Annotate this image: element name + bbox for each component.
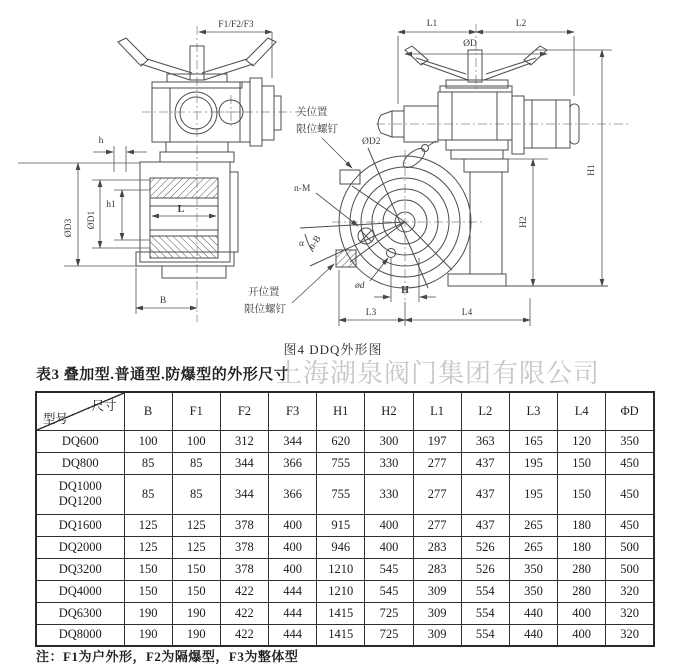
dim-value-cell: 150 [558, 452, 606, 474]
dim-label-nm: n-M [294, 184, 311, 194]
dim-value-cell: 400 [365, 536, 413, 558]
dim-value-cell: 526 [461, 536, 509, 558]
dim-value-cell: 190 [124, 602, 172, 624]
column-header: B [124, 392, 172, 430]
dim-value-cell: 545 [365, 558, 413, 580]
dim-value-cell: 1210 [317, 580, 365, 602]
dim-value-cell: 125 [124, 536, 172, 558]
dim-value-cell: 450 [606, 514, 654, 536]
table-row [36, 558, 654, 580]
dim-value-cell: 195 [509, 474, 557, 514]
dim-value-cell: 320 [606, 624, 654, 646]
dim-label-h1: h1 [106, 200, 116, 210]
dim-value-cell: 350 [509, 558, 557, 580]
dim-value-cell: 150 [558, 474, 606, 514]
column-header: F1 [172, 392, 220, 430]
dim-value-cell: 309 [413, 624, 461, 646]
dim-value-cell: 344 [220, 452, 268, 474]
dim-value-cell: 444 [269, 624, 317, 646]
model-cell: DQ800 [36, 452, 124, 474]
dim-value-cell: 85 [172, 452, 220, 474]
dim-value-cell: 350 [606, 430, 654, 452]
table-row [36, 514, 654, 536]
dim-value-cell: 100 [172, 430, 220, 452]
column-header: ΦD [606, 392, 654, 430]
column-header: F2 [220, 392, 268, 430]
dim-value-cell: 400 [558, 602, 606, 624]
column-header: H2 [365, 392, 413, 430]
table-row [36, 474, 654, 514]
dim-label-l1: L1 [426, 19, 438, 29]
model-cell: DQ2000 [36, 536, 124, 558]
model-cell: DQ6300 [36, 602, 124, 624]
dim-value-cell: 526 [461, 558, 509, 580]
dim-label-l: L [177, 204, 185, 215]
dim-label-alpha: α [299, 239, 304, 249]
dim-value-cell: 309 [413, 580, 461, 602]
column-header: L4 [558, 392, 606, 430]
close-limit-label-line2: 限位螺钉 [296, 124, 338, 135]
dim-value-cell: 437 [461, 474, 509, 514]
dim-value-cell: 500 [606, 558, 654, 580]
dim-value-cell: 1415 [317, 624, 365, 646]
left-view [18, 20, 300, 322]
column-header: F3 [269, 392, 317, 430]
dim-value-cell: 344 [269, 430, 317, 452]
dim-value-cell: 755 [317, 474, 365, 514]
model-cell: DQ4000 [36, 580, 124, 602]
dim-value-cell: 378 [220, 536, 268, 558]
table-row [36, 624, 654, 646]
dim-label-l2: L2 [515, 19, 527, 29]
column-header: L3 [509, 392, 557, 430]
column-header: L1 [413, 392, 461, 430]
dim-value-cell: 150 [172, 558, 220, 580]
dim-value-cell: 437 [461, 514, 509, 536]
open-limit-label-line1: 开位置 [248, 287, 280, 298]
dim-value-cell: 366 [269, 474, 317, 514]
dim-label-h1-right: H1 [587, 164, 597, 176]
dim-value-cell: 309 [413, 602, 461, 624]
dim-value-cell: 283 [413, 536, 461, 558]
right-centerlines [332, 24, 630, 302]
table-row [36, 452, 654, 474]
right-handwheel [405, 46, 547, 92]
dim-label-od: ød [355, 281, 365, 291]
dim-value-cell: 180 [558, 514, 606, 536]
dim-value-cell: 437 [461, 452, 509, 474]
dim-value-cell: 400 [269, 558, 317, 580]
dim-value-cell: 400 [269, 536, 317, 558]
dim-label-h: h [98, 136, 104, 146]
left-section-body [136, 142, 238, 278]
model-cell: DQ8000 [36, 624, 124, 646]
dim-value-cell: 725 [365, 624, 413, 646]
dim-value-cell: 150 [124, 580, 172, 602]
dim-value-cell: 1415 [317, 602, 365, 624]
right-view [244, 19, 630, 326]
dim-value-cell: 444 [269, 602, 317, 624]
dim-label-d2: ØD2 [362, 137, 381, 147]
dim-label-f: F1/F2/F3 [218, 20, 254, 30]
dim-value-cell: 190 [172, 624, 220, 646]
dim-value-cell: 125 [172, 536, 220, 558]
column-header: H1 [317, 392, 365, 430]
dim-value-cell: 545 [365, 580, 413, 602]
table-row [36, 602, 654, 624]
dim-value-cell: 265 [509, 514, 557, 536]
dim-value-cell: 400 [558, 624, 606, 646]
dim-label-h2: H2 [519, 216, 529, 228]
open-limit-label-line2: 限位螺钉 [244, 304, 286, 315]
left-dimensions [18, 32, 272, 314]
dim-value-cell: 444 [269, 580, 317, 602]
dim-value-cell: 320 [606, 602, 654, 624]
flange-circles [300, 148, 471, 288]
dim-value-cell: 85 [124, 452, 172, 474]
table-row [36, 536, 654, 558]
dim-label-b: B [159, 296, 167, 306]
dim-value-cell: 422 [220, 602, 268, 624]
dim-value-cell: 190 [124, 624, 172, 646]
dim-value-cell: 265 [509, 536, 557, 558]
dim-label-hh: H [401, 285, 409, 296]
dim-value-cell: 378 [220, 514, 268, 536]
dim-value-cell: 300 [365, 430, 413, 452]
dim-value-cell: 195 [509, 452, 557, 474]
dim-label-d1: ØD1 [87, 210, 97, 230]
dim-value-cell: 620 [317, 430, 365, 452]
dim-value-cell: 915 [317, 514, 365, 536]
dimensions-table [35, 391, 655, 647]
dim-value-cell: 277 [413, 474, 461, 514]
dim-value-cell: 125 [172, 514, 220, 536]
dim-value-cell: 280 [558, 580, 606, 602]
dim-value-cell: 277 [413, 452, 461, 474]
dim-value-cell: 197 [413, 430, 461, 452]
dim-value-cell: 283 [413, 558, 461, 580]
dim-value-cell: 280 [558, 558, 606, 580]
dim-value-cell: 85 [172, 474, 220, 514]
dim-label-l4: L4 [461, 308, 473, 318]
dimensions-table-wrapper [35, 391, 655, 647]
dim-value-cell: 363 [461, 430, 509, 452]
dim-value-cell: 277 [413, 514, 461, 536]
table-row [36, 430, 654, 452]
dim-value-cell: 125 [124, 514, 172, 536]
dim-label-d: ØD [463, 39, 477, 49]
dim-value-cell: 330 [365, 474, 413, 514]
model-line: DQ1000 [58, 479, 102, 493]
dim-value-cell: 190 [172, 602, 220, 624]
table-title: 表3 叠加型.普通型.防爆型的外形尺寸 [36, 367, 290, 383]
model-line: DQ1200 [58, 494, 102, 508]
header-row [36, 392, 654, 430]
dim-value-cell: 450 [606, 452, 654, 474]
dim-value-cell: 755 [317, 452, 365, 474]
dim-value-cell: 440 [509, 602, 557, 624]
close-limit-label-line1: 关位置 [296, 107, 328, 118]
figure-caption: 图4 DDQ外形图 [283, 342, 383, 357]
dim-value-cell: 400 [269, 514, 317, 536]
dim-value-cell: 500 [606, 536, 654, 558]
table-footnote: 注：F1为户外形，F2为隔爆型，F3为整体型 [36, 649, 299, 664]
dim-value-cell: 725 [365, 602, 413, 624]
dim-value-cell: 120 [558, 430, 606, 452]
dim-label-d3: ØD3 [64, 218, 74, 238]
table-row [36, 580, 654, 602]
dim-value-cell: 450 [606, 474, 654, 514]
dim-value-cell: 554 [461, 624, 509, 646]
dim-value-cell: 554 [461, 580, 509, 602]
dim-value-cell: 554 [461, 602, 509, 624]
model-cell: DQ3200 [36, 558, 124, 580]
dim-value-cell: 400 [365, 514, 413, 536]
dim-value-cell: 366 [269, 452, 317, 474]
corner-label-model: 型号 [43, 411, 69, 426]
dim-value-cell: 150 [124, 558, 172, 580]
dim-value-cell: 320 [606, 580, 654, 602]
dim-value-cell: 330 [365, 452, 413, 474]
corner-header-cell [36, 392, 124, 430]
dim-value-cell: 312 [220, 430, 268, 452]
model-cell [36, 474, 124, 514]
dim-value-cell: 422 [220, 624, 268, 646]
model-cell: DQ600 [36, 430, 124, 452]
column-header: L2 [461, 392, 509, 430]
watermark: 上海湖泉阀门集团有限公司 [276, 359, 601, 388]
dim-value-cell: 350 [509, 580, 557, 602]
dim-label-l3: L3 [365, 308, 377, 318]
dim-value-cell: 422 [220, 580, 268, 602]
dim-value-cell: 100 [124, 430, 172, 452]
dim-value-cell: 344 [220, 474, 268, 514]
model-cell: DQ1600 [36, 514, 124, 536]
dim-value-cell: 1210 [317, 558, 365, 580]
dim-value-cell: 165 [509, 430, 557, 452]
dim-value-cell: 378 [220, 558, 268, 580]
dim-value-cell: 440 [509, 624, 557, 646]
dim-value-cell: 946 [317, 536, 365, 558]
dim-value-cell: 85 [124, 474, 172, 514]
corner-label-size: 尺寸 [91, 399, 117, 413]
dim-value-cell: 150 [172, 580, 220, 602]
dim-label-nb: n-B [307, 234, 324, 252]
dim-value-cell: 180 [558, 536, 606, 558]
